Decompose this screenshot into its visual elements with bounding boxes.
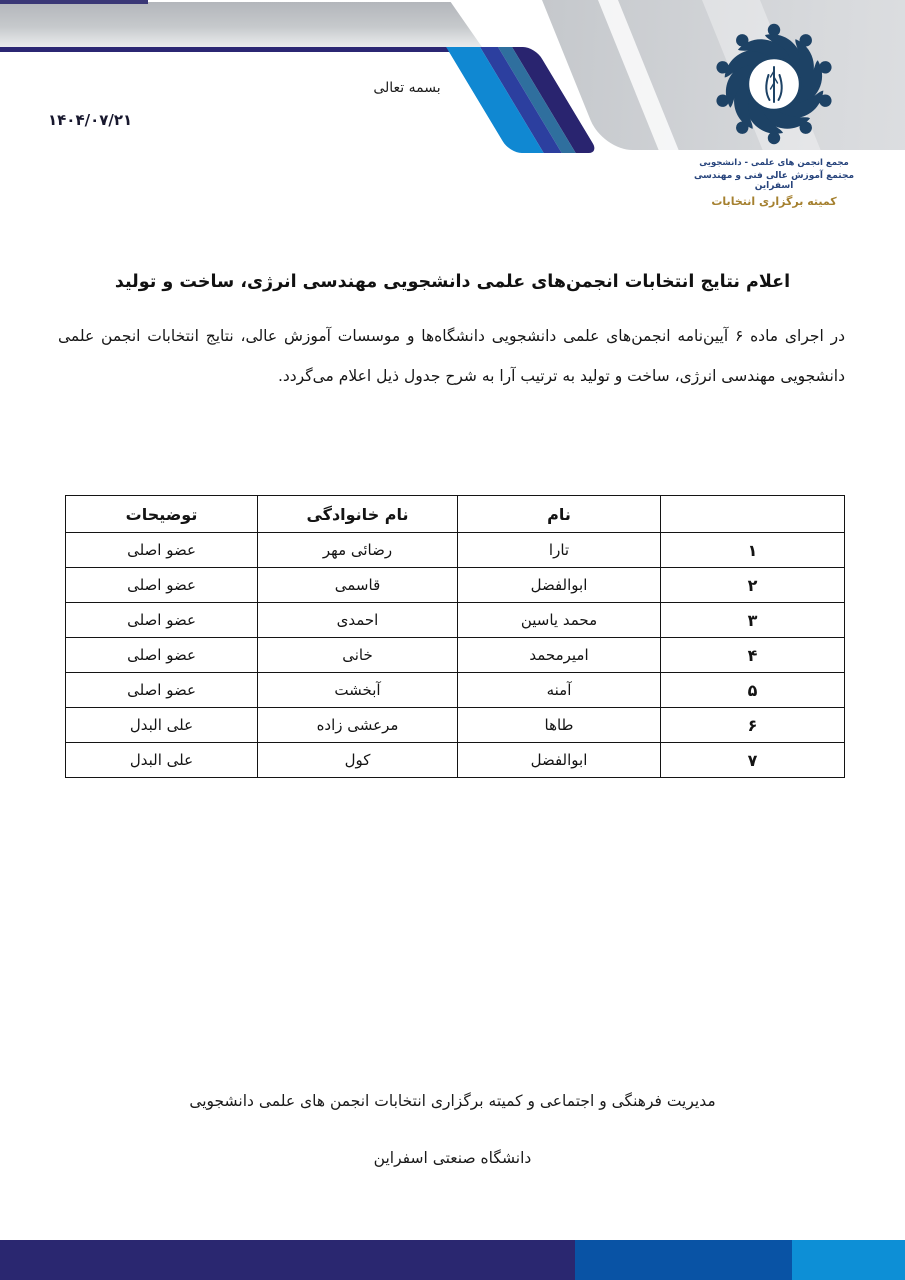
header-gray-top-band [0,2,482,47]
document-date [48,111,132,129]
document-body-paragraph: در اجرای ماده ۶ آیین‌نامه انجمن‌های علمی دانشجویی دانشگاه‌ها و موسسات آموزش عالی، نتایج انتخابات انجمن علمی دانشجویی مهندسی انرژی، ساخت و تولید به ترتیب آرا به شرح جدول ذیل اعلام می‌گردد. [58,327,845,385]
footer-signature-line: مدیریت فرهنگی و اجتماعی و کمیته برگزاری انتخابات انجمن های علمی دانشجویی [189,1092,716,1110]
footer-bar-azure-segment [792,1240,905,1280]
document-title: اعلام نتایج انتخابات انجمن‌های علمی دانشجویی مهندسی انرژی، ساخت و تولید [114,272,791,292]
logo-caption-committee: کمیته برگزاری انتخابات [711,195,837,208]
name-cell: ابوالفضل [458,568,661,603]
date-value: ۱۴۰۴/۰۷/۲۱ [48,111,133,129]
rank-cell: ۳ [661,603,845,638]
note-cell: عضو اصلی [66,568,258,603]
family-cell: قاسمی [258,568,458,603]
organization-logo-emblem [710,20,838,148]
table-row [66,708,845,743]
rank-cell: ۵ [661,673,845,708]
note-cell: علی البدل [66,743,258,778]
name-cell: آمنه [458,673,661,708]
family-cell: احمدی [258,603,458,638]
header-navy-rule [0,47,462,52]
footer-color-bar [0,1240,905,1280]
table-row [66,673,845,708]
table-header-row [66,496,845,533]
note-cell: عضو اصلی [66,603,258,638]
table-row [66,568,845,603]
name-cell: امیرمحمد [458,638,661,673]
family-cell: رضائی مهر [258,533,458,568]
footer-bar-navy-segment [0,1240,575,1280]
family-cell: مرعشی زاده [258,708,458,743]
header-navy-corner-strip [0,0,148,4]
table-row [66,743,845,778]
note-cell: علی البدل [66,708,258,743]
table-row [66,603,845,638]
table-row [66,533,845,568]
name-column-header: نام [458,496,661,533]
table-row [66,638,845,673]
family-cell: خانی [258,638,458,673]
note-cell: عضو اصلی [66,533,258,568]
footer-university-name: دانشگاه صنعتی اسفراین [373,1149,532,1167]
organization-logo-block [678,20,870,208]
note-cell: عضو اصلی [66,673,258,708]
name-cell: تارا [458,533,661,568]
note-column-header: توضیحات [66,496,258,533]
rank-cell: ۱ [661,533,845,568]
family-cell: کول [258,743,458,778]
family-cell: آبخشت [258,673,458,708]
logo-caption-line2: مجتمع آموزش عالی فنی و مهندسی اسفراین [693,171,855,191]
rank-cell: ۶ [661,708,845,743]
name-cell: طاها [458,708,661,743]
name-cell: ابوالفضل [458,743,661,778]
election-results-table [65,495,845,778]
rank-cell: ۷ [661,743,845,778]
besmellah-text: بسمه تعالی [373,80,441,96]
family-column-header: نام خانوادگی [258,496,458,533]
name-cell: محمد یاسین [458,603,661,638]
rank-cell: ۲ [661,568,845,603]
logo-caption-line1: مجمع انجمن های علمی - دانشجویی [699,158,849,168]
footer-bar-royal-segment [575,1240,792,1280]
note-cell: عضو اصلی [66,638,258,673]
rank-cell: ۴ [661,638,845,673]
rank-column-header [661,496,845,533]
